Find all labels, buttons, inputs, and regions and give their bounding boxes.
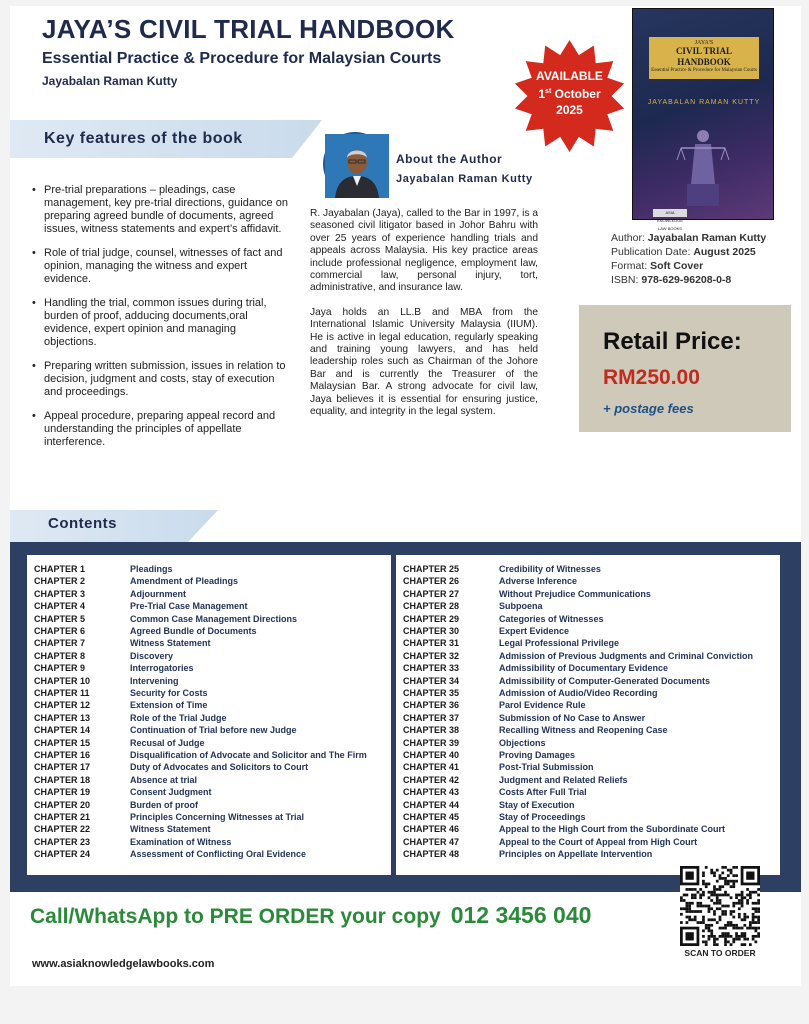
bio-paragraph: Jaya holds an LL.B and MBA from the International Islamic University Malaysia (IIUM). He is active in legal education, regularly speaking and training young lawyers, and has held leadership roles such as Chairman of the Johore Bar and is currently the Treasurer of the Malaysian Bar. A strong advocate for civil law, Jaya believes it is essential for ensuring justice, equality, and integrity in the legal system.	[310, 306, 538, 418]
table-row	[34, 713, 394, 725]
table-row	[34, 676, 394, 688]
chapter-title: Witness Statement	[130, 638, 211, 649]
table-row	[34, 638, 394, 650]
chapter-title: Continuation of Trial before new Judge	[130, 725, 297, 736]
chapter-title: Parol Evidence Rule	[499, 700, 586, 711]
price-value: RM250.00	[603, 366, 700, 389]
page-title: JAYA’S CIVIL TRIAL HANDBOOK	[42, 14, 455, 44]
table-row	[34, 626, 394, 638]
chapter-title: Legal Professional Privilege	[499, 638, 620, 649]
table-row	[34, 837, 394, 849]
chapter-title: Adverse Inference	[499, 576, 578, 587]
chapter-number: CHAPTER 4	[34, 601, 86, 612]
table-row	[403, 849, 763, 861]
table-row	[403, 700, 763, 712]
chapter-title: Appeal to the Court of Appeal from High Court	[499, 836, 698, 847]
chapter-title: Pre-Trial Case Management	[130, 601, 248, 612]
chapter-number: CHAPTER 38	[403, 725, 460, 736]
contents-column-right	[396, 555, 780, 875]
chapter-number: CHAPTER 40	[403, 750, 460, 760]
table-row	[34, 812, 394, 824]
list-item: • Role of trial judge, counsel, witnesses of fact and opinion, managing the witness and expert evidence.	[32, 247, 288, 286]
chapter-title: Recalling Witness and Reopening Case	[499, 725, 668, 736]
chapter-number: CHAPTER 18	[34, 774, 91, 785]
chapter-number: CHAPTER 25	[403, 564, 460, 574]
chapter-title: Expert Evidence	[499, 626, 570, 636]
website-link[interactable]: www.asiaknowledgelawbooks.com	[32, 958, 215, 970]
chapter-number: CHAPTER 42	[403, 774, 460, 785]
price-note: + postage fees	[603, 401, 694, 416]
chapter-number: CHAPTER 43	[403, 787, 460, 798]
table-row	[34, 564, 394, 576]
chapter-number: CHAPTER 3	[34, 588, 86, 599]
chapter-number: CHAPTER 41	[403, 762, 460, 773]
chapter-number: CHAPTER 23	[34, 836, 91, 847]
chapter-number: CHAPTER 10	[34, 675, 91, 686]
chapter-title: Consent Judgment	[130, 787, 212, 798]
table-row	[34, 651, 394, 663]
chapter-title: Without Prejudice Communications	[499, 588, 651, 599]
table-row	[403, 651, 763, 663]
table-row	[34, 589, 394, 601]
bio-paragraph: R. Jayabalan (Jaya), called to the Bar in 1997, is a seasoned civil litigator based in Johor Bahru with over 25 years of experience handling trials and appeals across Malaysia. His key practice areas include professional negligence, employment law, commercial law, personal injury, tort, administrative, and insurance law.	[310, 208, 538, 294]
table-row	[34, 787, 394, 799]
chapter-number: CHAPTER 20	[34, 799, 91, 810]
chapter-number: CHAPTER 47	[403, 836, 460, 847]
chapter-title: Role of the Trial Judge	[130, 712, 227, 723]
chapter-number: CHAPTER 16	[34, 750, 91, 760]
chapter-title: Intervening	[130, 675, 179, 686]
contents-heading: Contents	[48, 515, 117, 532]
chapter-title: Credibility of Witnesses	[499, 564, 601, 574]
chapter-number: CHAPTER 30	[403, 626, 460, 636]
table-row	[403, 800, 763, 812]
table-row	[403, 775, 763, 787]
table-row	[34, 688, 394, 700]
chapter-number: CHAPTER 15	[34, 737, 91, 748]
chapter-title: Judgment and Related Reliefs	[499, 774, 628, 785]
chapter-title: Stay of Proceedings	[499, 812, 586, 822]
header-author: Jayabalan Raman Kutty	[42, 74, 178, 88]
chapter-title: Absence at trial	[130, 774, 198, 785]
detail-author: Author: Jayabalan Raman Kutty	[611, 232, 767, 244]
chapter-number: CHAPTER 14	[34, 725, 91, 736]
page-subtitle: Essential Practice & Procedure for Malaysian Courts	[42, 50, 442, 67]
chapter-title: Admissibility of Documentary Evidence	[499, 663, 669, 674]
chapter-number: CHAPTER 26	[403, 576, 460, 587]
table-row	[403, 564, 763, 576]
list-item: • Handling the trial, common issues during trial, burden of proof, adducing documents,oral evidence, expert opinion and managing objections.	[32, 297, 288, 349]
detail-isbn: ISBN: 978-629-96208-0-8	[611, 274, 732, 286]
table-row	[403, 601, 763, 613]
chapter-number: CHAPTER 35	[403, 688, 460, 698]
chapter-title: Common Case Management Directions	[130, 613, 298, 624]
chapter-number: CHAPTER 39	[403, 737, 460, 748]
book-details	[611, 231, 766, 287]
scan-to-order-label: SCAN TO ORDER	[684, 948, 756, 958]
lady-justice-icon	[673, 124, 733, 209]
chapter-number: CHAPTER 45	[403, 812, 460, 822]
person-icon	[325, 134, 389, 198]
chapter-title: Witness Statement	[130, 824, 211, 835]
table-row	[403, 812, 763, 824]
chapter-number: CHAPTER 44	[403, 799, 460, 810]
book-cover-label: JAYA'S CIVIL TRIAL HANDBOOK Essential Practice & Procedure for Malaysian Courts	[649, 37, 759, 79]
table-row	[403, 676, 763, 688]
chapter-number: CHAPTER 27	[403, 588, 460, 599]
chapter-title: Proving Damages	[499, 750, 576, 760]
table-row	[403, 750, 763, 762]
chapter-number: CHAPTER 13	[34, 712, 91, 723]
chapter-title: Security for Costs	[130, 688, 208, 698]
cta-text: Call/WhatsApp to PRE ORDER your copy	[30, 905, 441, 928]
table-row	[403, 738, 763, 750]
table-row	[34, 614, 394, 626]
list-item: • Appeal procedure, preparing appeal record and understanding the principles of appellate interference.	[32, 410, 288, 449]
chapter-title: Appeal to the High Court from the Subordinate Court	[499, 824, 725, 835]
chapter-title: Submission of No Case to Answer	[499, 712, 646, 723]
badge-available: AVAILABLE	[536, 69, 603, 83]
chapter-title: Admissibility of Computer-Generated Documents	[499, 675, 711, 686]
key-features-heading: Key features of the book	[44, 130, 243, 147]
table-row	[34, 576, 394, 588]
chapter-number: CHAPTER 36	[403, 700, 460, 711]
table-row	[34, 601, 394, 613]
chapter-number: CHAPTER 22	[34, 824, 91, 835]
chapter-number: CHAPTER 28	[403, 601, 460, 612]
key-features-list	[32, 184, 288, 460]
table-row	[403, 663, 763, 675]
chapter-number: CHAPTER 17	[34, 762, 91, 773]
chapter-number: CHAPTER 11	[34, 688, 90, 698]
cta-phone[interactable]: 012 3456 040	[450, 902, 592, 928]
chapter-number: CHAPTER 31	[403, 638, 460, 649]
contents-column-left	[27, 555, 391, 875]
badge-date: 1st October	[538, 87, 601, 101]
table-row	[403, 837, 763, 849]
chapter-title: Interrogatories	[130, 663, 194, 674]
table-row	[403, 824, 763, 836]
chapter-title: Costs After Full Trial	[499, 787, 587, 798]
price-label: Retail Price:	[603, 328, 742, 355]
author-bio	[310, 208, 538, 431]
chapter-number: CHAPTER 33	[403, 663, 460, 674]
chapter-title: Examination of Witness	[130, 836, 232, 847]
chapter-title: Pleadings	[130, 564, 173, 574]
chapter-number: CHAPTER 12	[34, 700, 91, 711]
chapter-number: CHAPTER 19	[34, 787, 91, 798]
chapter-number: CHAPTER 37	[403, 712, 460, 723]
chapter-number: CHAPTER 29	[403, 613, 460, 624]
author-photo-avatar	[323, 132, 387, 196]
detail-date: Publication Date: August 2025	[611, 246, 756, 258]
chapter-title: Subpoena	[499, 601, 543, 612]
table-row	[34, 762, 394, 774]
list-item: • Pre-trial preparations – pleadings, case management, key pre-trial directions, guidance on preparing agreed bundle of documents, agreed issues, witness statements and expert’s affidavit.	[32, 184, 288, 236]
qr-code-icon[interactable]	[680, 866, 760, 946]
chapter-title: Post-Trial Submission	[499, 762, 594, 773]
table-row	[403, 713, 763, 725]
chapter-number: CHAPTER 48	[403, 849, 460, 860]
table-row	[403, 725, 763, 737]
table-row	[34, 800, 394, 812]
call-to-action	[30, 902, 591, 929]
chapter-number: CHAPTER 21	[34, 812, 91, 822]
chapter-number: CHAPTER 6	[34, 626, 86, 636]
table-row	[403, 626, 763, 638]
chapter-number: CHAPTER 24	[34, 849, 91, 860]
chapter-title: Objections	[499, 737, 546, 748]
availability-badge	[512, 68, 627, 118]
book-cover-author: JAYABALAN RAMAN KUTTY	[647, 99, 761, 106]
table-row	[403, 787, 763, 799]
table-row	[34, 738, 394, 750]
table-row	[34, 700, 394, 712]
table-row	[34, 663, 394, 675]
table-row	[34, 725, 394, 737]
chapter-title: Stay of Execution	[499, 799, 575, 810]
chapter-title: Recusal of Judge	[130, 737, 205, 748]
detail-format: Format: Soft Cover	[611, 260, 704, 272]
chapter-number: CHAPTER 9	[34, 663, 86, 674]
table-row	[34, 775, 394, 787]
list-item: • Preparing written submission, issues in relation to decision, judgment and costs, stay of execution and proceedings.	[32, 360, 288, 399]
about-author-name: Jayabalan Raman Kutty	[396, 173, 533, 185]
chapter-number: CHAPTER 34	[403, 675, 460, 686]
chapter-number: CHAPTER 8	[34, 650, 86, 661]
table-row	[34, 849, 394, 861]
chapter-title: Extension of Time	[130, 700, 208, 711]
chapter-title: Amendment of Pleadings	[130, 576, 239, 587]
chapter-title: Principles Concerning Witnesses at Trial	[130, 812, 304, 822]
table-row	[403, 614, 763, 626]
chapter-title: Duty of Advocates and Solicitors to Court	[130, 762, 309, 773]
book-publisher: ASIA KNOWLEDGE LAW BOOKS	[653, 209, 687, 217]
chapter-title: Principles on Appellate Intervention	[499, 849, 653, 860]
about-author-heading: About the Author	[396, 152, 503, 166]
chapter-title: Agreed Bundle of Documents	[130, 626, 257, 636]
table-row	[34, 750, 394, 762]
chapter-number: CHAPTER 2	[34, 576, 86, 587]
table-row	[403, 589, 763, 601]
table-row	[34, 824, 394, 836]
table-row	[403, 638, 763, 650]
chapter-title: Admission of Previous Judgments and Criminal Conviction	[499, 650, 754, 661]
table-row	[403, 762, 763, 774]
chapter-title: Assessment of Conflicting Oral Evidence	[130, 849, 307, 860]
table-row	[403, 576, 763, 588]
chapter-number: CHAPTER 1	[34, 564, 86, 574]
chapter-title: Adjournment	[130, 588, 186, 599]
chapter-title: Burden of proof	[130, 799, 198, 810]
chapter-number: CHAPTER 46	[403, 824, 460, 835]
chapter-title: Admission of Audio/Video Recording	[499, 688, 658, 698]
table-row	[403, 688, 763, 700]
chapter-number: CHAPTER 7	[34, 638, 86, 649]
chapter-title: Disqualification of Advocate and Solicitor and The Firm	[130, 750, 367, 760]
chapter-title: Discovery	[130, 650, 174, 661]
book-cover	[632, 8, 774, 231]
chapter-number: CHAPTER 5	[34, 613, 86, 624]
chapter-title: Categories of Witnesses	[499, 613, 604, 624]
chapter-number: CHAPTER 32	[403, 650, 460, 661]
badge-year: 2025	[556, 103, 583, 117]
